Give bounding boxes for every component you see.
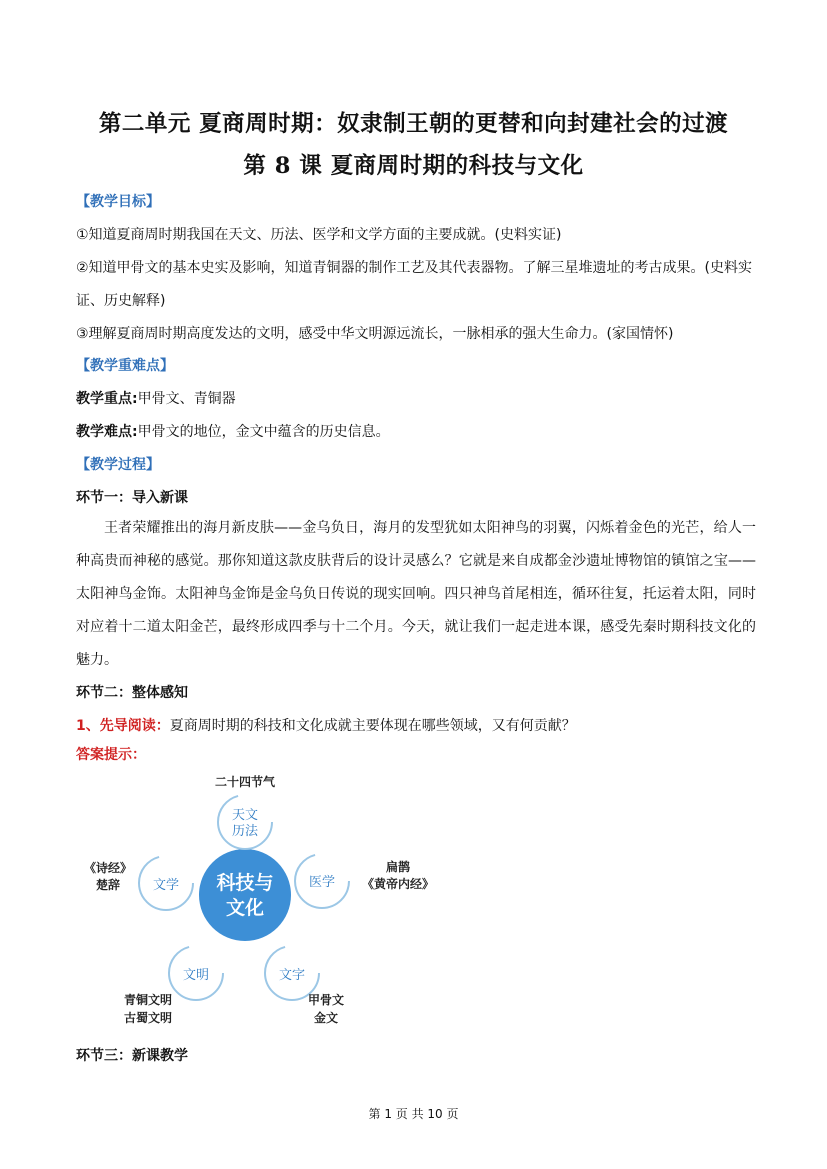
note-huangdi-neijing: 《黄帝内经》 [361,877,435,891]
node-medicine-label: 医学 [308,875,336,890]
center-label-line2: 文化 [225,897,265,919]
difficulty-line [76,422,756,442]
answer-label: 答案提示： [76,747,146,763]
goals-heading: 【教学目标】 [76,194,160,210]
reading-label: 1、先导阅读： [76,718,170,734]
mind-map-diagram [60,768,480,1038]
step1-heading: 环节一：导入新课 [76,490,188,506]
step3-heading: 环节三：新课教学 [76,1048,188,1064]
reading-line [76,716,756,736]
goal-item-3: ③理解夏商周时期高度发达的文明，感受中华文明源远流长，一脉相承的强大生命力。(家国情怀) [76,326,674,342]
focus-text: 甲骨文、青铜器 [137,391,236,407]
center-circle [199,849,291,941]
unit-title: 第二单元 夏商周时期：奴隶制王朝的更替和向封建社会的过渡 [98,111,729,137]
goal-item-2: ②知道甲骨文的基本史实及影响，知道青铜器的制作工艺及其代表器物。了解三星堆遗址的考古成果。(史料实证、历史解释) [76,260,753,309]
note-ancient-shu: 古蜀文明 [123,1011,173,1025]
node-astronomy-label-1: 天文 [231,808,259,823]
node-literature-label: 文学 [152,878,180,893]
goal-item-1: ①知道夏商周时期我国在天文、历法、医学和文学方面的主要成就。(史料实证) [76,227,562,243]
difficulty-label: 教学难点: [76,424,138,440]
keypoints-heading: 【教学重难点】 [76,358,174,374]
node-astronomy-label-2: 历法 [231,824,259,839]
intro-paragraph: 王者荣耀推出的海月新皮肤——金乌负日，海月的发型犹如太阳神鸟的羽翼，闪烁着金色的光芒，给人一种高贵而神秘的感觉。那你知道这款皮肤背后的设计灵感么？它就是来自成都金沙遗址博物馆的镇馆之宝——太阳神鸟金饰。太阳神鸟金饰是金乌负日传说的现实回响。四只神鸟首尾相连，循环往复，托运着太阳，同时对应着十二道太阳金芒，最终形成四季与十二个月。今天，就让我们一起走进本课，感受先秦时期科技文化的魅力。 [76,520,756,668]
process-heading: 【教学过程】 [76,457,160,473]
note-bronze-script: 金文 [313,1011,339,1025]
step2-heading: 环节二：整体感知 [76,685,188,701]
node-writing-label: 文字 [278,968,306,983]
note-solar-terms: 二十四节气 [214,775,276,789]
note-shijing: 《诗经》 [83,861,133,875]
note-bianque: 扁鹊 [385,860,411,874]
reading-text: 夏商周时期的科技和文化成就主要体现在哪些领域，又有何贡献？ [169,718,576,734]
note-bronze-civilization: 青铜文明 [123,993,173,1007]
lesson-title: 第 8 课 夏商周时期的科技与文化 [243,153,584,179]
difficulty-text: 甲骨文的地位，金文中蕴含的历史信息。 [137,424,390,440]
note-oracle-bone: 甲骨文 [307,993,345,1007]
page-footer: 第 1 页 共 10 页 [368,1107,459,1121]
focus-line [76,389,756,409]
note-chuci: 楚辞 [95,878,121,892]
center-label-line1: 科技与 [216,872,274,894]
node-civilization-label: 文明 [182,968,210,983]
focus-label: 教学重点: [76,391,138,407]
